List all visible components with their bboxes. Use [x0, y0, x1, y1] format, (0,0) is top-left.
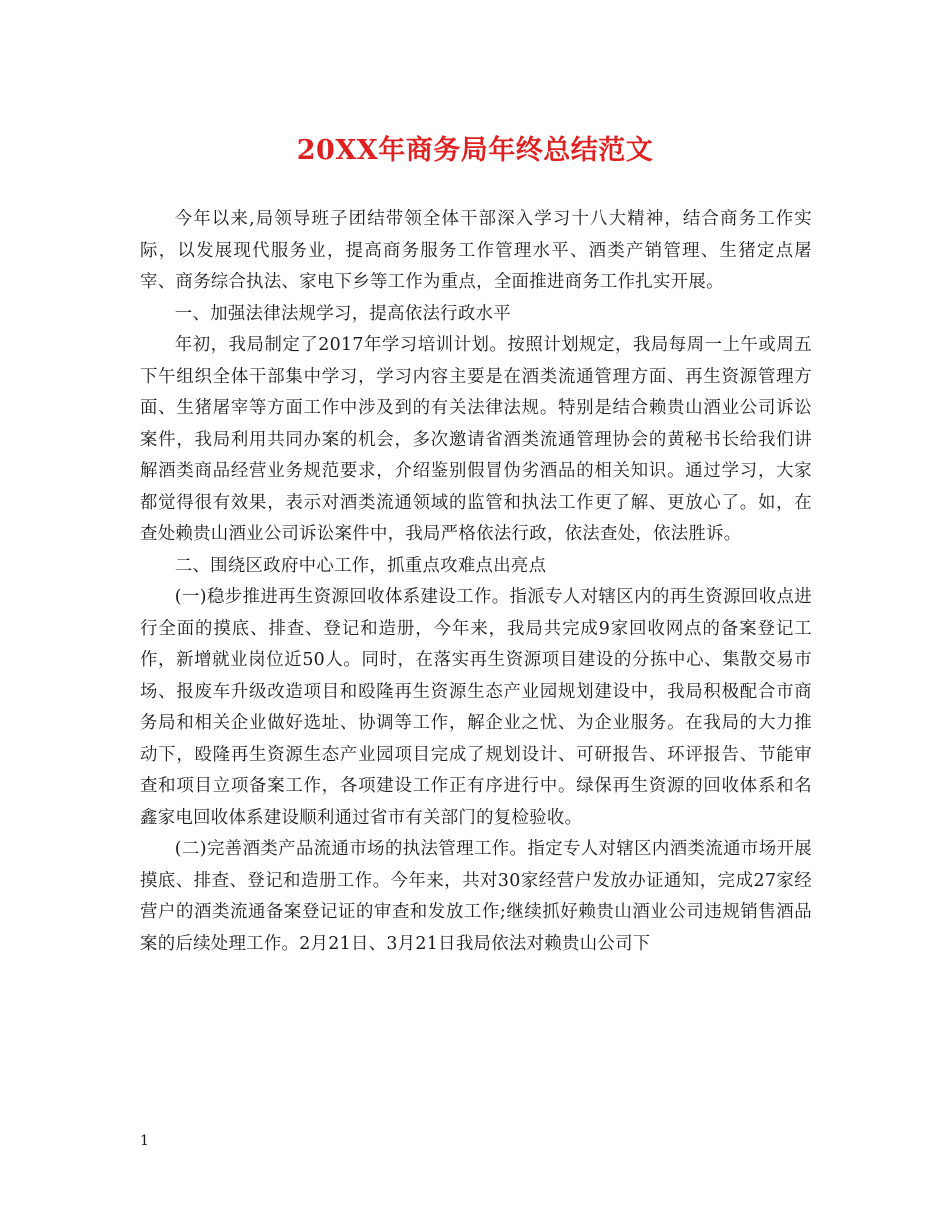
paragraph-intro: 今年以来,局领导班子团结带领全体干部深入学习十八大精神，结合商务工作实际，以发展现代服务业，提高商务服务工作管理水平、酒类产销管理、生猪定点屠宰、商务综合执法、家电下乡等工作为重点，全面推进商务工作扎实开展。 — [140, 209, 812, 292]
page-number: 1 — [140, 1133, 149, 1149]
document-body — [140, 204, 812, 960]
document-title: 20XX年商务局年终总结范文 — [296, 135, 654, 166]
section-heading-2: 二、围绕区政府中心工作，抓重点攻难点出亮点 — [174, 555, 547, 576]
paragraph-subsection-2: (二)完善酒类产品流通市场的执法管理工作。指定专人对辖区内酒类流通市场开展摸底、排查、登记和造册工作。今年来，共对30家经营户发放办证通知，完成27家经营户的酒类流通备案登记证的审查和发放工作;继续抓好赖贵山酒业公司违规销售酒品案的后续处理工作。2月21日、3月21日我局依法对赖贵山公司下 — [140, 839, 812, 954]
section-heading-1: 一、加强法律法规学习，提高依法行政水平 — [174, 303, 511, 324]
paragraph-subsection-1: (一)稳步推进再生资源回收体系建设工作。指派专人对辖区内的再生资源回收点进行全面的摸底、排查、登记和造册，今年来，我局共完成9家回收网点的备案登记工作，新增就业岗位近50人。同时，在落实再生资源项目建设的分拣中心、集散交易市场、报废车升级改造项目和殴隆再生资源生态产业园规划建设中，我局积极配合市商务局和相关企业做好选址、协调等工作，解企业之忧、为企业服务。在我局的大力推动下，殴隆再生资源生态产业园项目完成了规划设计、可研报告、环评报告、节能审查和项目立项备案工作，各项建设工作正有序进行中。绿保再生资源的回收体系和名鑫家电回收体系建设顺利通过省市有关部门的复检验收。 — [140, 587, 812, 828]
paragraph-section-1: 年初，我局制定了2017年学习培训计划。按照计划规定，我局每周一上午或周五下午组织全体干部集中学习，学习内容主要是在酒类流通管理方面、再生资源管理方面、生猪屠宰等方面工作中涉及到的有关法律法规。特别是结合赖贵山酒业公司诉讼案件，我局利用共同办案的机会，多次邀请省酒类流通管理协会的黄秘书长给我们讲解酒类商品经营业务规范要求，介绍鉴别假冒伪劣酒品的相关知识。通过学习，大家都觉得很有效果，表示对酒类流通领域的监管和执法工作更了解、更放心了。如，在查处赖贵山酒业公司诉讼案件中，我局严格依法行政，依法查处，依法胜诉。 — [140, 335, 812, 544]
